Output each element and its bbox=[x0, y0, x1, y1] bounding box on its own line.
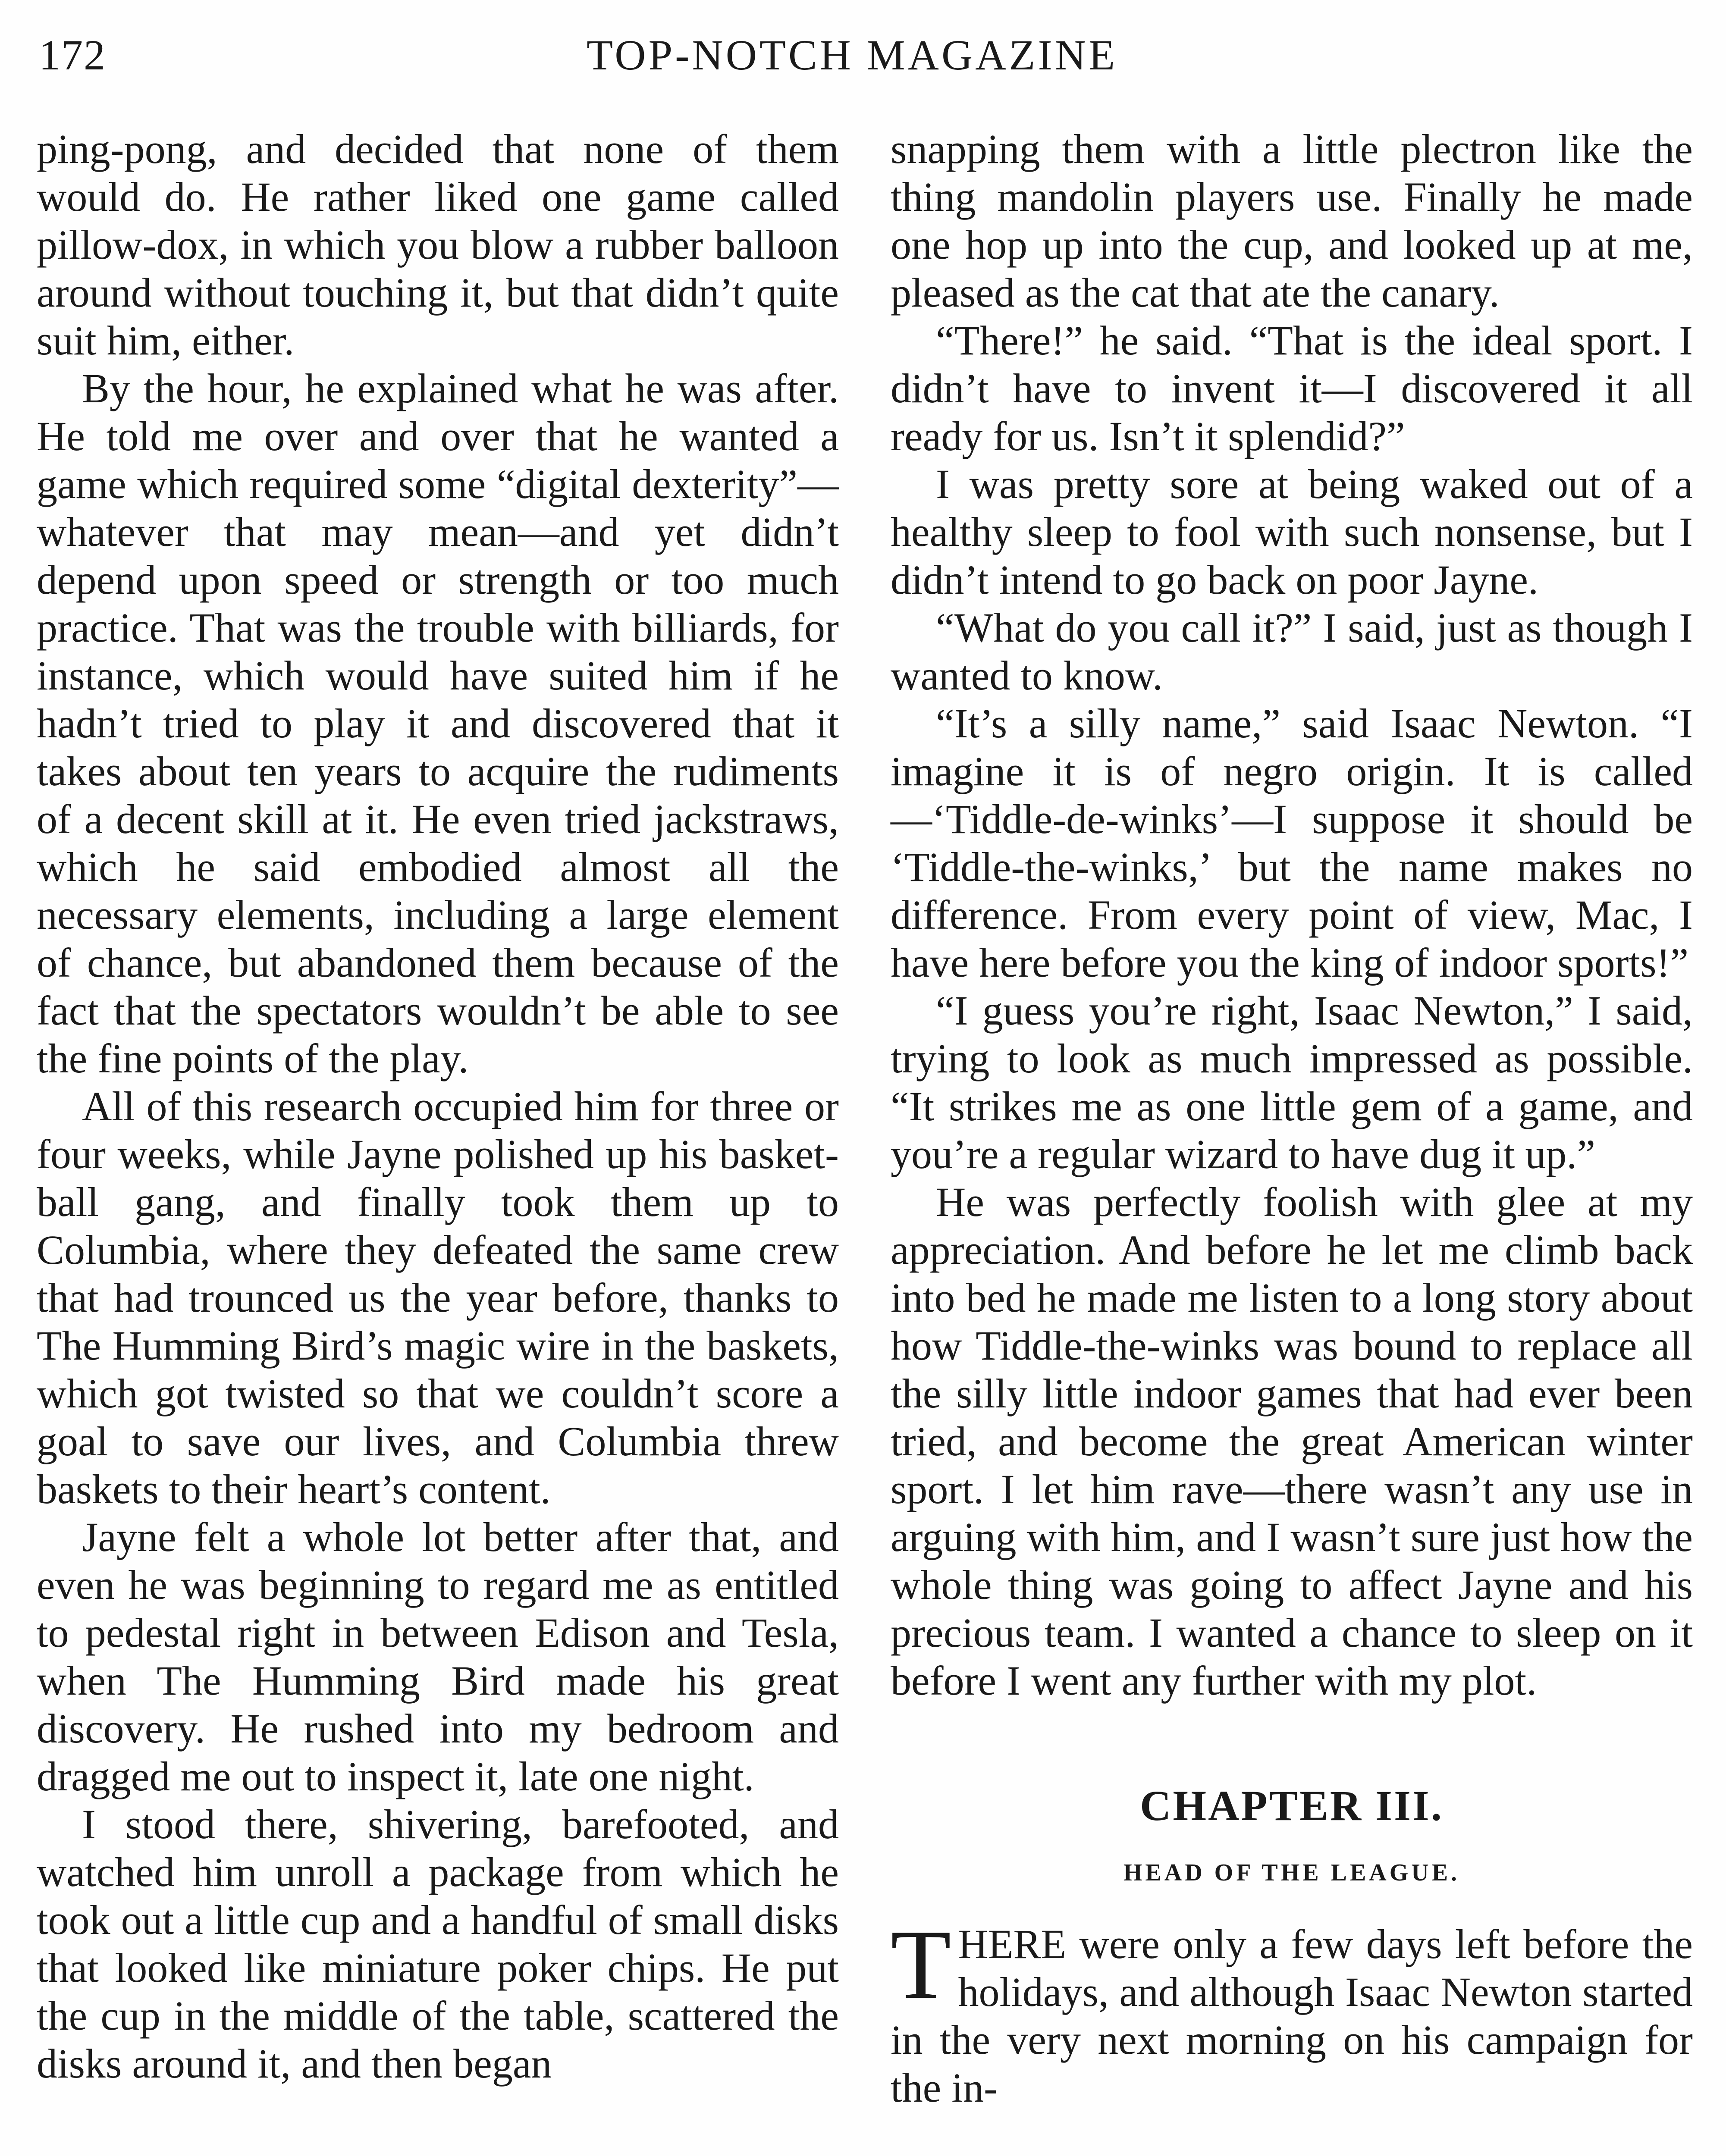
chapter-opening-paragraph bbox=[891, 1909, 1693, 2112]
paragraph: He was perfectly foolish with glee at my appreciation. And before he let me climb back into bed he made me listen to a long story about how Tiddle-the-winks was bound to replace all the silly little indoor games that had ever been tried, and become the great American winter sport. I let him rave—there wasn’t any use in arguing with him, and I wasn’t sure just how the whole thing was going to affect Jayne and his precious team. I wanted a chance to sleep on it before I went any further with my plot. bbox=[891, 1179, 1693, 1704]
paragraph: “I guess you’re right, Isaac Newton,” I said, trying to look as much impressed as possible. “It strikes me as one little gem of a game, and you’re a regular wizard to have dug it up.” bbox=[891, 987, 1693, 1177]
paragraph: “What do you call it?” I said, just as though I wanted to know. bbox=[891, 605, 1693, 699]
drop-cap: T bbox=[891, 1909, 951, 2019]
page-number: 172 bbox=[39, 31, 106, 79]
paragraph: I was pretty sore at being waked out of a healthy sleep to fool with such nonsense, but I didn’t intend to go back on poor Jayne. bbox=[891, 461, 1693, 603]
chapter-subheading: HEAD OF THE LEAGUE. bbox=[1123, 1859, 1460, 1886]
paragraph: By the hour, he explained what he was after. He told me over and over that he wanted a game which required some “digital dexterity”—whatever that may mean—and yet didn’t depend upon speed or strength or too much practice. That was the trouble with billiards, for instance, which would have suited him if he hadn’t tried to play it and discovered that it takes about ten years to acquire the rudiments of a decent skill at it. He even tried jackstraws, which he said embodied almost all the necessary elements, including a large element of chance, but abandoned them because of the fact that the spectators wouldn’t be able to see the fine points of the play. bbox=[37, 365, 839, 1081]
chapter-heading: CHAPTER III. bbox=[1140, 1782, 1444, 1830]
paragraph: “It’s a silly name,” said Isaac Newton. “I imagine it is of negro origin. It is called—‘Tiddle-de-winks’—I suppose it should be ‘Tiddle-the-winks,’ but the name makes no difference. From every point of view, Mac, I have here before you the king of indoor sports!” bbox=[891, 700, 1693, 986]
paragraph: ping-pong, and decided that none of them would do. He rather liked one game called pillow-dox, in which you blow a rubber balloon around without touching it, but that didn’t quite suit him, either. bbox=[37, 126, 839, 364]
running-title: TOP-NOTCH MAGAZINE bbox=[587, 31, 1118, 79]
paragraph: “There!” he said. “That is the ideal sport. I didn’t have to invent it—I discovered it all ready for us. Isn’t it splendid?” bbox=[891, 317, 1693, 459]
paragraph: Jayne felt a whole lot better after that, and even he was beginning to regard me as entitled to pedestal right in between Edison and Tesla, when The Humming Bird made his great discovery. He rushed into my bedroom and dragged me out to inspect it, late one night. bbox=[37, 1514, 839, 1799]
left-column bbox=[37, 125, 839, 2087]
right-column bbox=[891, 125, 1693, 2112]
chapter-opening-text: HERE were only a few days left before the holidays, and although Isaac Newton started in the very next morning on his campaign for the in- bbox=[891, 1921, 1693, 2111]
paragraph: All of this research occupied him for three or four weeks, while Jayne polished up his basket-ball gang, and finally took them up to Columbia, where they defeated the same crew that had trounced us the year before, thanks to The Humming Bird’s magic wire in the baskets, which got twisted so that we couldn’t score a goal to save our lives, and Columbia threw baskets to their heart’s content. bbox=[37, 1083, 839, 1512]
paragraph: I stood there, shivering, barefooted, and watched him unroll a package from which he took out a little cup and a handful of small disks that looked like miniature poker chips. He put the cup in the middle of the table, scattered the disks around it, and then began bbox=[37, 1801, 839, 2087]
page-header bbox=[26, 30, 1691, 91]
paragraph: snapping them with a little plectron like the thing mandolin players use. Finally he made one hop up into the cup, and looked up at me, pleased as the cat that ate the canary. bbox=[891, 126, 1693, 316]
